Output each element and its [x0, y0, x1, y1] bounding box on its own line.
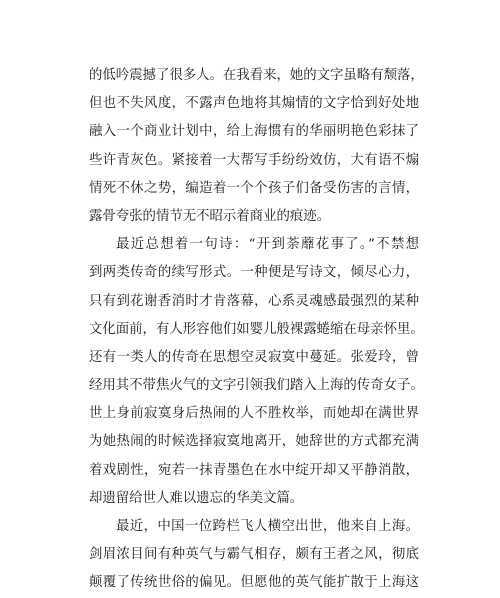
text-line: 露骨夸张的情节无不昭示着商业的痕迹。 [89, 208, 331, 224]
paragraph-first-line: 最近总想着一句诗：“开到荼蘼花事了。”不禁想 [116, 237, 419, 253]
text-line: 剑眉浓目间有种英气与霸气相存，颇有王者之风，彻底 [89, 547, 419, 563]
text-line: 世上身前寂寞身后热闹的人不胜枚举，而她却在满世界 [89, 406, 419, 422]
text-line: 情死不休之势，编造着一个个孩子们备受伤害的言情， [89, 180, 419, 196]
text-line: 但也不失风度，不露声色地将其煽情的文字恰到好处地 [89, 96, 419, 112]
body-text [89, 62, 424, 598]
text-line: 到两类传奇的续写形式。一种便是写诗文，倾尽心力， [89, 265, 419, 281]
text-line: 着戏剧性，宛若一抹青墨色在水中绽开却又平静消散， [89, 462, 419, 478]
text-line: 的低吟震撼了很多人。在我看来，她的文字虽略有颓落， [89, 68, 424, 83]
text-line: 为她热闹的时候选择寂寞地离开，她辞世的方式都充满 [89, 434, 419, 450]
text-line: 还有一类人的传奇在思想空灵寂寞中蔓延。张爱玲，曾 [89, 349, 419, 365]
text-line: 却遗留给世人难以遗忘的华美文篇。 [89, 490, 304, 506]
text-line: 只有到花谢香消时才肯落幕，心系灵魂感最强烈的某种 [89, 293, 419, 309]
text-line: 颠覆了传统世俗的偏见。但愿他的英气能扩散于上海这 [89, 575, 419, 591]
text-line: 些许青灰色。紧接着一大帮写手纷纷效仿，大有语不煽 [89, 152, 419, 168]
paragraph-first-line: 最近，中国一位跨栏飞人横空出世，他来自上海。 [116, 519, 419, 534]
text-line: 文化面前，有人形容他们如婴儿般裸露蜷缩在母亲怀里。 [89, 321, 424, 337]
text-line: 融入一个商业计划中，给上海惯有的华丽明艳色彩抹了 [89, 124, 419, 140]
text-line: 经用其不带焦火气的文字引领我们踏入上海的传奇女子。 [89, 378, 424, 394]
